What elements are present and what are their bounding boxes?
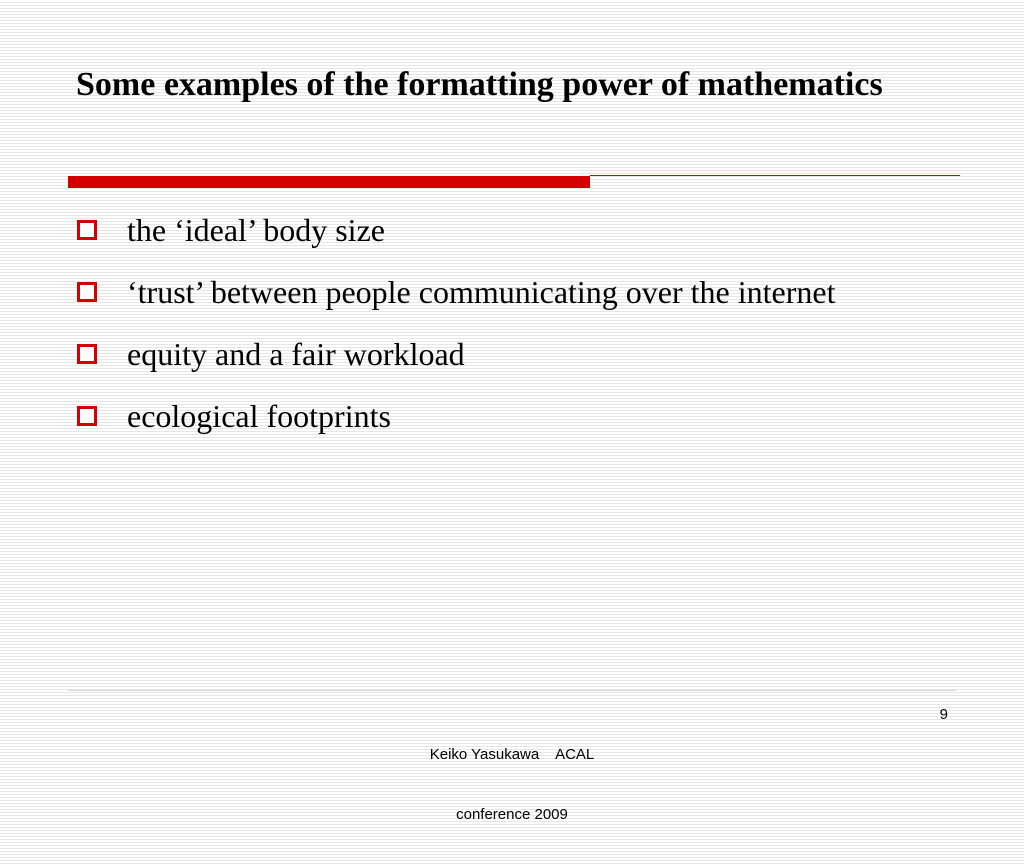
bullet-item	[76, 330, 946, 379]
bullet-list	[76, 206, 946, 454]
footer-line-conference: conference 2009	[456, 806, 568, 823]
bullet-text: ecological footprints	[127, 398, 391, 434]
bullet-item	[76, 392, 946, 441]
bullet-item	[76, 206, 946, 255]
bullet-item	[76, 268, 946, 317]
footer-text	[392, 705, 632, 865]
hollow-square-icon	[77, 220, 97, 240]
hollow-square-icon	[77, 406, 97, 426]
footer-divider	[68, 690, 956, 691]
title-underline-thin	[590, 175, 960, 176]
footer-line-author: Keiko Yasukawa ACAL	[429, 746, 595, 763]
hollow-square-icon	[77, 344, 97, 364]
hollow-square-icon	[77, 282, 97, 302]
bullet-text: the ‘ideal’ body size	[127, 212, 385, 248]
bullet-text: ‘trust’ between people communicating over the internet	[127, 274, 836, 310]
slide-number: 9	[939, 706, 948, 723]
title-underline-thick	[68, 176, 590, 188]
bullet-text: equity and a fair workload	[127, 336, 465, 372]
slide-title: Some examples of the formatting power of mathematics	[76, 66, 883, 103]
